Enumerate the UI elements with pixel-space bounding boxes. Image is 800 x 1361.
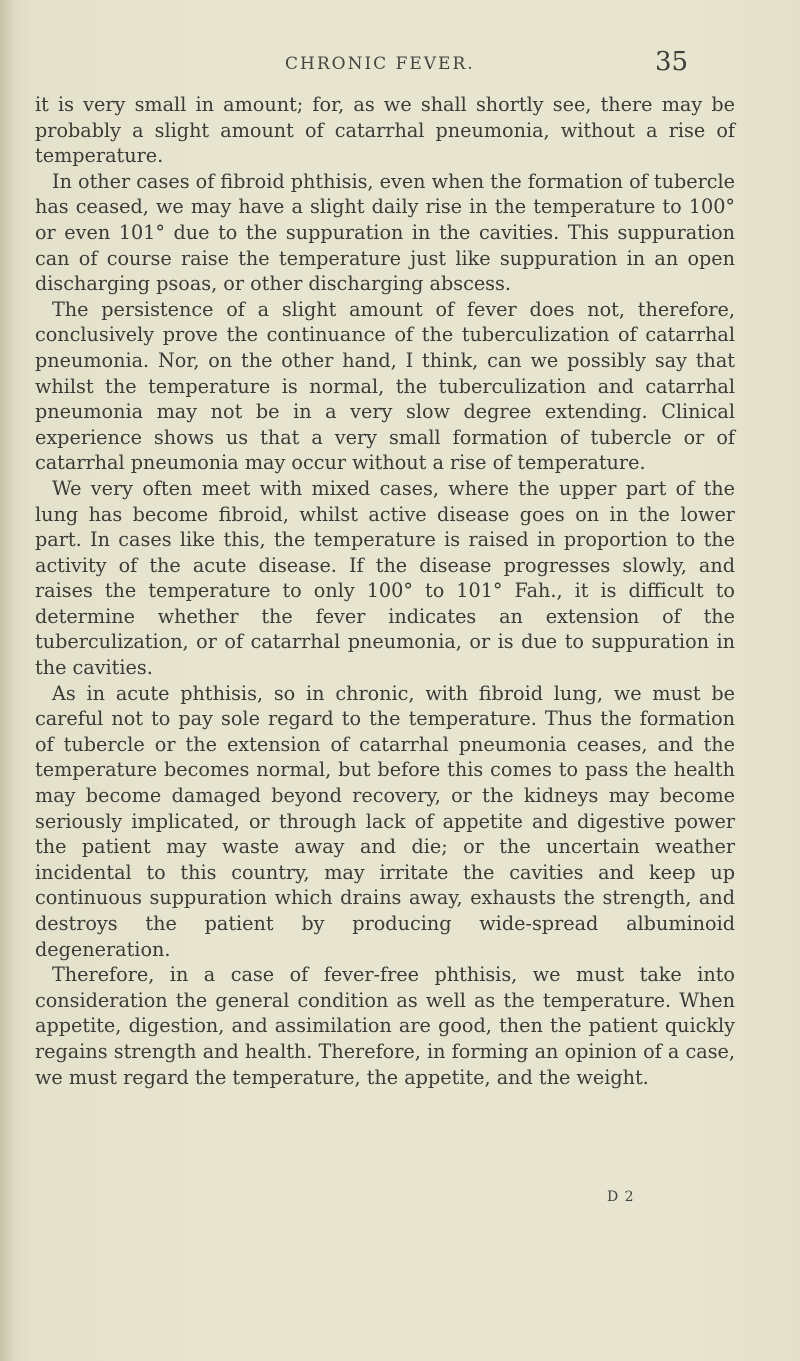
- page-header: [0, 47, 800, 87]
- body-text: [35, 92, 735, 1090]
- paragraph-fibroid-suppuration: In other cases of fibroid phthisis, even when the formation of tubercle has ceased, we may have a slight daily rise in the temperature to 100° or even 101° due to the suppuration in the cavities. This suppuration can of course raise the temperature just like suppuration in an open discharging psoas, or other discharging abscess.: [35, 169, 735, 296]
- page-number: 35: [655, 47, 689, 77]
- signature-mark: D 2: [607, 1189, 635, 1205]
- paragraph-acute-vs-chronic: As in acute phthisis, so in chronic, with fibroid lung, we must be careful not to pay sole regard to the temperature. Thus the formation of tubercle or the extension of catarrhal pneumonia ceases, and the temperature becomes normal, but before this comes to pass the health may become damaged beyond recovery, or the kidneys may become seriously implicated, or through lack of appetite and digestive power the patient may waste away and die; or the uncertain weather incidental to this country, may irritate the cavities and keep up continuous suppuration which drains away, exhausts the strength, and destroys the patient by producing wide-spread albuminoid degeneration.: [35, 681, 735, 961]
- paragraph-persistence-of-fever: The persistence of a slight amount of fever does not, therefore, conclusively prove the continuance of the tuberculization of catarrhal pneumonia. Nor, on the other hand, I think, can we possibly say that whilst the temperature is normal, the tuberculization and catarrhal pneumonia may not be in a very slow degree extending. Clinical experience shows us that a very small formation of tubercle or of catarrhal pneumonia may occur without a rise of temperature.: [35, 297, 735, 475]
- paragraph-fever-free-phthisis: Therefore, in a case of fever-free phthisis, we must take into consideration the general condition as well as the temperature. When appetite, digestion, and assimilation are good, then the patient quickly regains strength and health. Therefore, in forming an opinion of a case, we must regard the temperature, the appetite, and the weight.: [35, 963, 735, 1089]
- binding-shadow: [0, 0, 14, 1361]
- running-title: CHRONIC FEVER.: [285, 54, 475, 74]
- paragraph-mixed-cases: We very often meet with mixed cases, where the upper part of the lung has become fibroid, whilst active disease goes on in the lower part. In cases like this, the temperature is raised in proportion to the activity of the acute disease. If the disease progresses slowly, and raises the temperature to only 100° to 101° Fah., it is difficult to determine whether the fever indicates an extension of the tuberculization, or of catarrhal pneumonia, or is due to suppuration in the cavities.: [35, 476, 735, 680]
- paragraph-continuation: it is very small in amount; for, as we shall shortly see, there may be probably a slight amount of catarrhal pneumonia, without a rise of temperature.: [35, 93, 735, 168]
